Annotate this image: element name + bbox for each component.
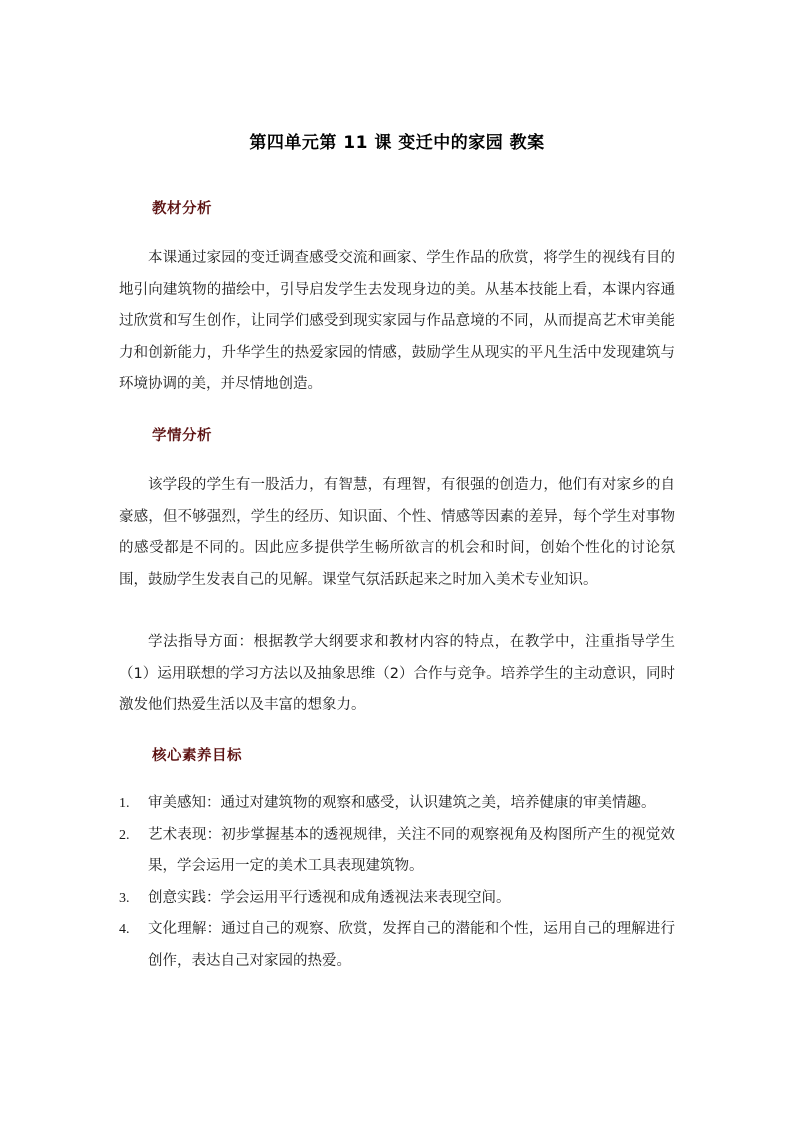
goal-number: 1. (119, 796, 130, 811)
material-analysis-paragraph: 本课通过家园的变迁调查感受交流和画家、学生作品的欣赏，将学生的视线有目的地引向建筑物的描绘中，引导启发学生去发现身边的美。从基本技能上看，本课内容通过欣赏和写生创作，让同学们感受到现实家园与作品意境的不同，从而提高艺术审美能力和创新能力，升华学生的热爱家园的情感，鼓励学生从现实的平凡生活中发现建筑与环境协调的美，并尽情地创造。 (119, 250, 675, 393)
goal-item-aesthetic-perception (119, 788, 675, 820)
goal-item-creative-practice (119, 883, 675, 915)
goal-text: 创意实践：学会运用平行透视和成角透视法来表现空间。 (148, 889, 511, 906)
section-heading-learner-analysis: 学情分析 (152, 428, 212, 444)
goal-text: 审美感知：通过对建筑物的观察和感受，认识建筑之美，培养健康的审美情趣。 (148, 795, 656, 811)
learner-analysis-paragraph: 该学段的学生有一股活力，有智慧，有理智，有很强的创造力，他们有对家乡的自豪感，但不够强烈，学生的经历、知识面、个性、情感等因素的差异，每个学生对事物的感受都是不同的。因此应多提供学生畅所欲言的机会和时间，创始个性化的讨论氛围，鼓励学生发表自己的见解。课堂气氛活跃起来之时加入美术专业知识。 (119, 477, 675, 588)
goal-item-cultural-understanding (119, 914, 675, 977)
goal-text: 文化理解：通过自己的观察、欣赏，发挥自己的潜能和个性，运用自己的理解进行创作，表达自己对家园的热爱。 (148, 921, 675, 969)
goal-number: 4. (119, 922, 130, 938)
section-heading-material-analysis: 教材分析 (152, 201, 212, 217)
core-goals-list (119, 788, 675, 978)
goal-text: 艺术表现：初步掌握基本的透视规律，关注不同的观察视角及构图所产生的视觉效果，学会运用一定的美术工具表现建筑物。 (148, 826, 675, 875)
section-heading-core-goals: 核心素养目标 (152, 748, 242, 764)
learning-guidance-paragraph: 学法指导方面：根据教学大纲要求和教材内容的特点，在教学中，注重指导学生（1）运用联想的学习方法以及抽象思维（2）合作与竞争。培养学生的主动意识，同时激发他们热爱生活以及丰富的想象力。 (119, 634, 675, 714)
goal-number: 2. (119, 827, 130, 843)
goal-item-artistic-expression (119, 820, 675, 883)
document-title: 第四单元第 11 课 变迁中的家园 教案 (249, 133, 545, 153)
goal-number: 3. (119, 890, 130, 906)
